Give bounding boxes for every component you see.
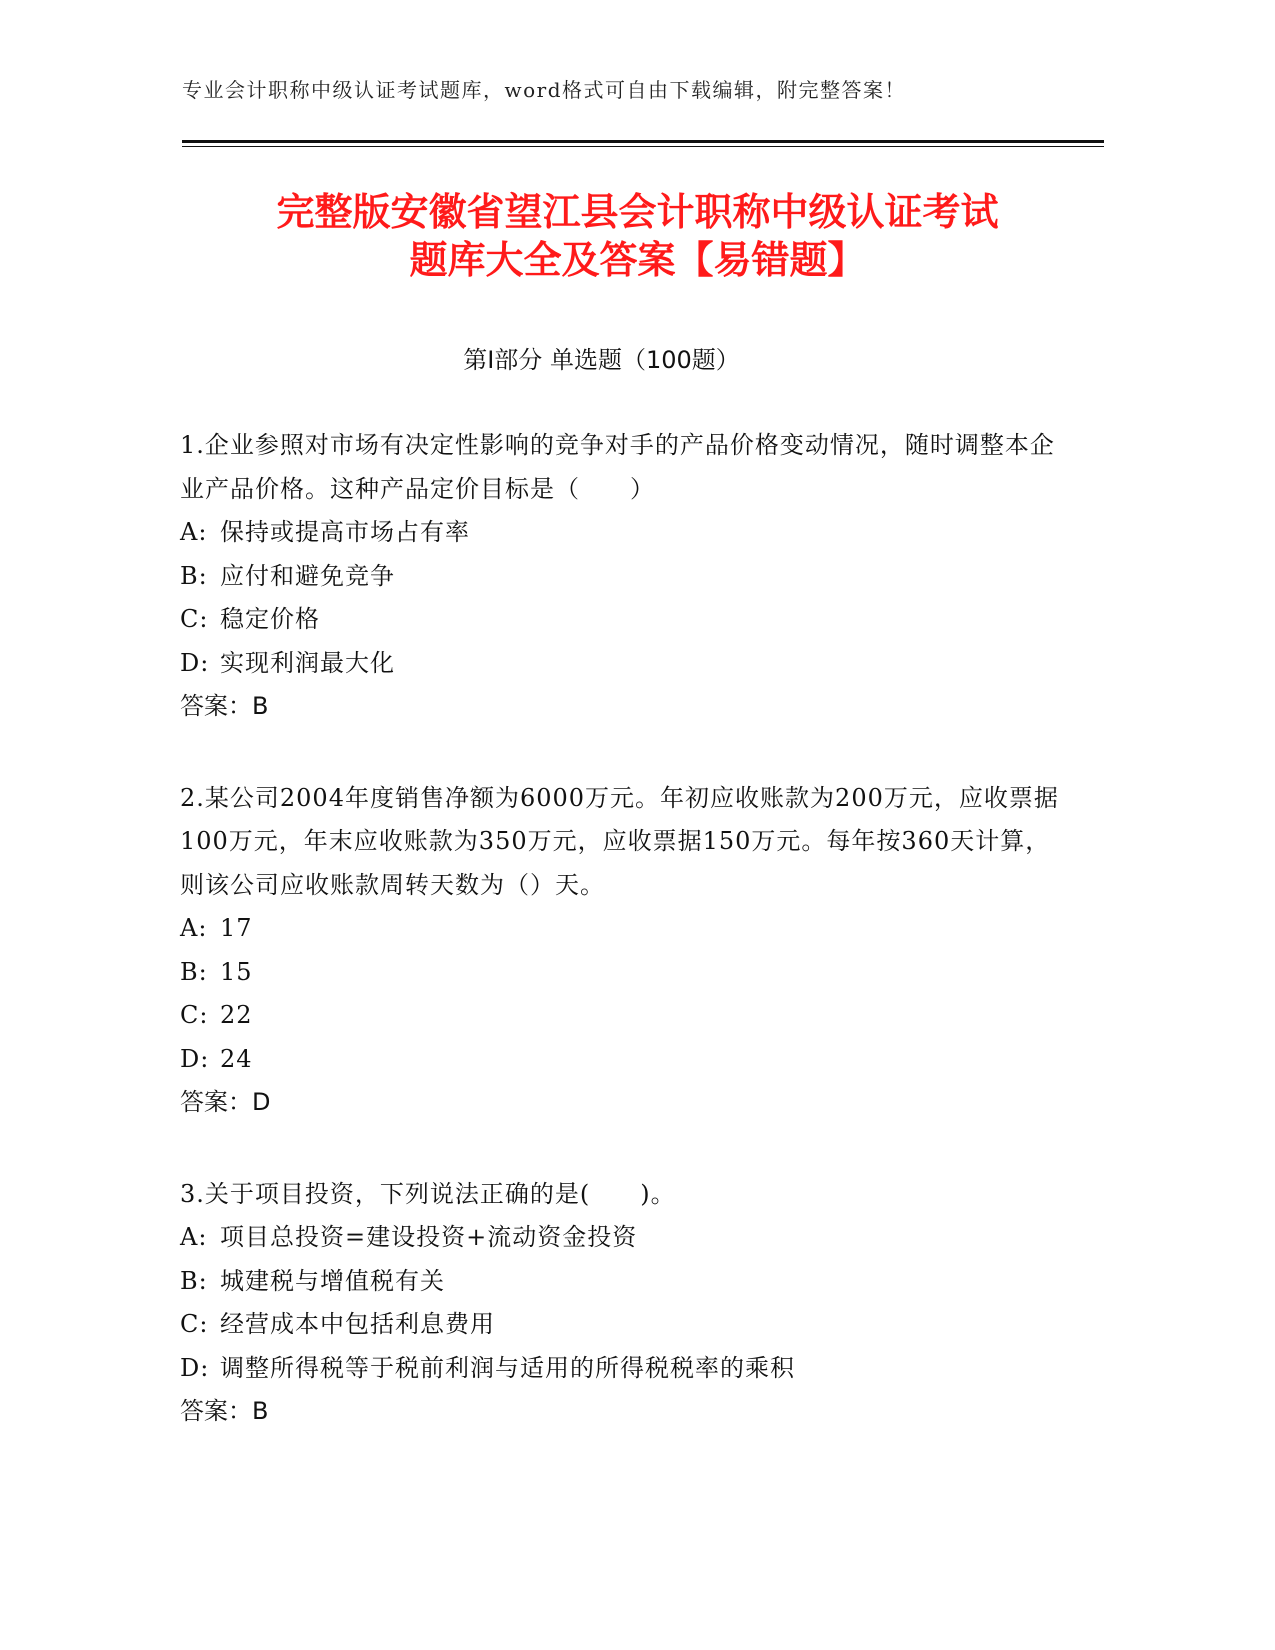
answer-line: 答案：D xyxy=(180,1088,271,1116)
question-stem: 2.某公司2004年度销售净额为6000万元。年初应收账款为200万元，应收票据100万元，年末应收账款为350万元，应收票据150万元。每年按360天计算，则该公司应收账款周转天数为（）天。 xyxy=(180,783,1059,899)
header-divider-thin xyxy=(182,146,1104,147)
question-3 xyxy=(180,1173,1060,1434)
question-stem: 1.企业参照对市场有决定性影响的竞争对手的产品价格变动情况，随时调整本企业产品价格。这种产品定价目标是（ ） xyxy=(180,431,1055,503)
option-d xyxy=(180,1347,1060,1391)
option-b xyxy=(180,555,1060,599)
header-divider-thick xyxy=(182,140,1104,143)
option-text: 稳定价格 xyxy=(220,605,320,633)
option-letter: A: xyxy=(180,518,208,546)
section-heading: 第I部分 单选题（100题） xyxy=(463,346,740,374)
option-letter: D: xyxy=(180,648,210,677)
question-list xyxy=(180,424,1060,1482)
option-text: 项目总投资=建设投资+流动资金投资 xyxy=(220,1223,638,1251)
option-c xyxy=(180,598,1060,642)
option-d xyxy=(180,642,1060,686)
option-letter: B: xyxy=(180,1266,208,1295)
option-d xyxy=(180,1038,1060,1082)
option-letter: C: xyxy=(180,1001,209,1029)
option-text: 15 xyxy=(220,957,253,986)
answer-line: 答案：B xyxy=(180,692,269,720)
option-text: 应付和避免竞争 xyxy=(220,561,395,590)
option-letter: B: xyxy=(180,561,208,590)
option-text: 城建税与增值税有关 xyxy=(220,1266,445,1295)
option-text: 24 xyxy=(220,1044,253,1073)
option-b xyxy=(180,951,1060,995)
page-header: 专业会计职称中级认证考试题库，word格式可自由下载编辑，附完整答案！ xyxy=(182,78,907,102)
option-c xyxy=(180,994,1060,1038)
document-title xyxy=(150,188,1125,284)
title-line-2: 题库大全及答案【易错题】 xyxy=(409,238,866,282)
answer-line: 答案：B xyxy=(180,1397,269,1425)
option-text: 实现利润最大化 xyxy=(220,648,395,677)
option-letter: B: xyxy=(180,957,208,986)
option-letter: A: xyxy=(180,1223,208,1251)
option-letter: D: xyxy=(180,1044,210,1073)
option-text: 调整所得税等于税前利润与适用的所得税税率的乘积 xyxy=(220,1353,795,1382)
option-text: 保持或提高市场占有率 xyxy=(220,518,470,546)
option-b xyxy=(180,1260,1060,1304)
option-c xyxy=(180,1303,1060,1347)
title-line-1: 完整版安徽省望江县会计职称中级认证考试 xyxy=(276,190,999,234)
option-text: 17 xyxy=(220,914,253,942)
question-stem: 3.关于项目投资，下列说法正确的是( )。 xyxy=(180,1179,676,1208)
option-text: 经营成本中包括利息费用 xyxy=(220,1310,495,1338)
option-letter: C: xyxy=(180,605,209,633)
option-letter: D: xyxy=(180,1353,210,1382)
option-letter: A: xyxy=(180,914,208,942)
option-a xyxy=(180,1216,1060,1260)
option-a xyxy=(180,511,1060,555)
option-text: 22 xyxy=(220,1001,253,1029)
question-1 xyxy=(180,424,1060,729)
question-2 xyxy=(180,777,1060,1125)
option-a xyxy=(180,907,1060,951)
option-letter: C: xyxy=(180,1310,209,1338)
